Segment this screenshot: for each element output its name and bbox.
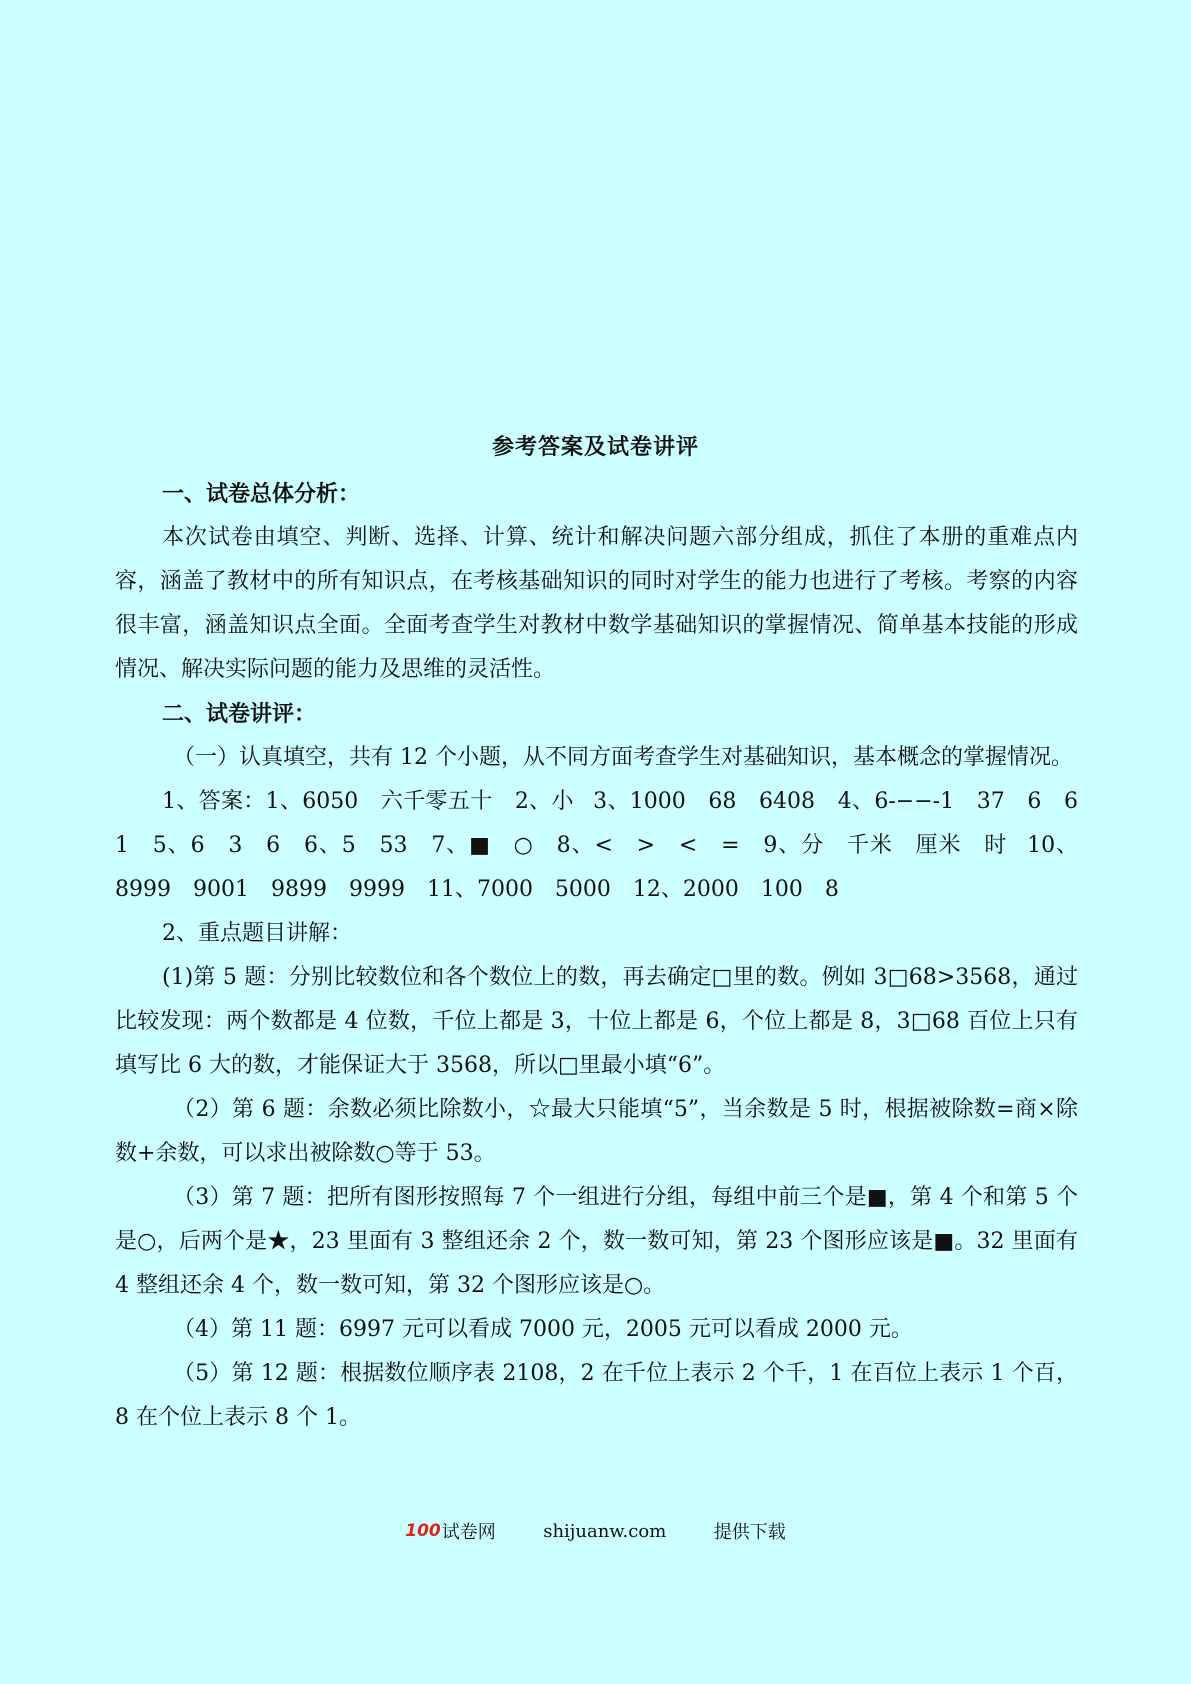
key-point-4: （4）第 11 题：6997 元可以看成 7000 元，2005 元可以看成 2000 元。 [173,1317,913,1342]
key-points-heading: 2、重点题目讲解： [162,921,352,946]
page-footer [0,1518,1191,1544]
site-name: 试卷网 [441,1522,496,1543]
page-title: 参考答案及试卷讲评 [491,434,699,460]
section1-paragraph: 本次试卷由填空、判断、选择、计算、统计和解决问题六部分组成，抓住了本册的重难点内容，涵盖了教材中的所有知识点，在考核基础知识的同时对学生的能力也进行了考核。考察的内容很丰富，涵盖知识点全面。全面考查学生对教材中数学基础知识的掌握情况、简单基本技能的形成情况、解决实际问题的能力及思维的灵活性。 [115,525,1078,682]
document-body [115,472,1101,1440]
site-logo: 100 [405,1521,441,1541]
section2-heading: 二、试卷讲评： [162,701,317,727]
key-point-3: （3）第 7 题：把所有图形按照每 7 个一组进行分组，每组中前三个是■，第 4 个和第 5 个是○，后两个是★，23 里面有 3 整组还余 2 个，数一数可知，第 23 个图形应该是■。32 里面有 4 整组还余 4 个，数一数可知，第 32 个图形应该是○。 [115,1185,1078,1298]
key-point-1: (1)第 5 题：分别比较数位和各个数位上的数，再去确定□里的数。例如 3□68>3568，通过比较发现：两个数都是 4 位数，千位上都是 3，十位上都是 6，个位上都是 8，3□68 百位上只有填写比 6 大的数，才能保证大于 3568，所以□里最小填“6”。 [115,965,1078,1078]
part1-intro: （一）认真填空，共有 12 个小题，从不同方面考查学生对基础知识，基本概念的掌握情况。 [173,745,1073,770]
section1-heading: 一、试卷总体分析： [162,481,361,507]
download-note: 提供下载 [713,1522,786,1543]
key-point-5: （5）第 12 题：根据数位顺序表 2108，2 在千位上表示 2 个千，1 在百位上表示 1 个百，8 在个位上表示 8 个 1。 [115,1361,1078,1430]
key-point-2: （2）第 6 题：余数必须比除数小，☆最大只能填“5”，当余数是 5 时，根据被除数=商×除数+余数，可以求出被除数○等于 53。 [115,1097,1078,1166]
answers-paragraph: 1、答案：1、6050 六千零五十 2、小 3、1000 68 6408 4、6-−−-1 37 6 6 1 5、6 3 6 6、5 53 7、■ ○ 8、< > < = 9、分 千米 厘米 时 10、8999 9001 9899 9999 11、7000 5000 12、2000 100 8 [115,789,1101,902]
site-domain-link[interactable]: shijuanw.com [543,1520,667,1542]
